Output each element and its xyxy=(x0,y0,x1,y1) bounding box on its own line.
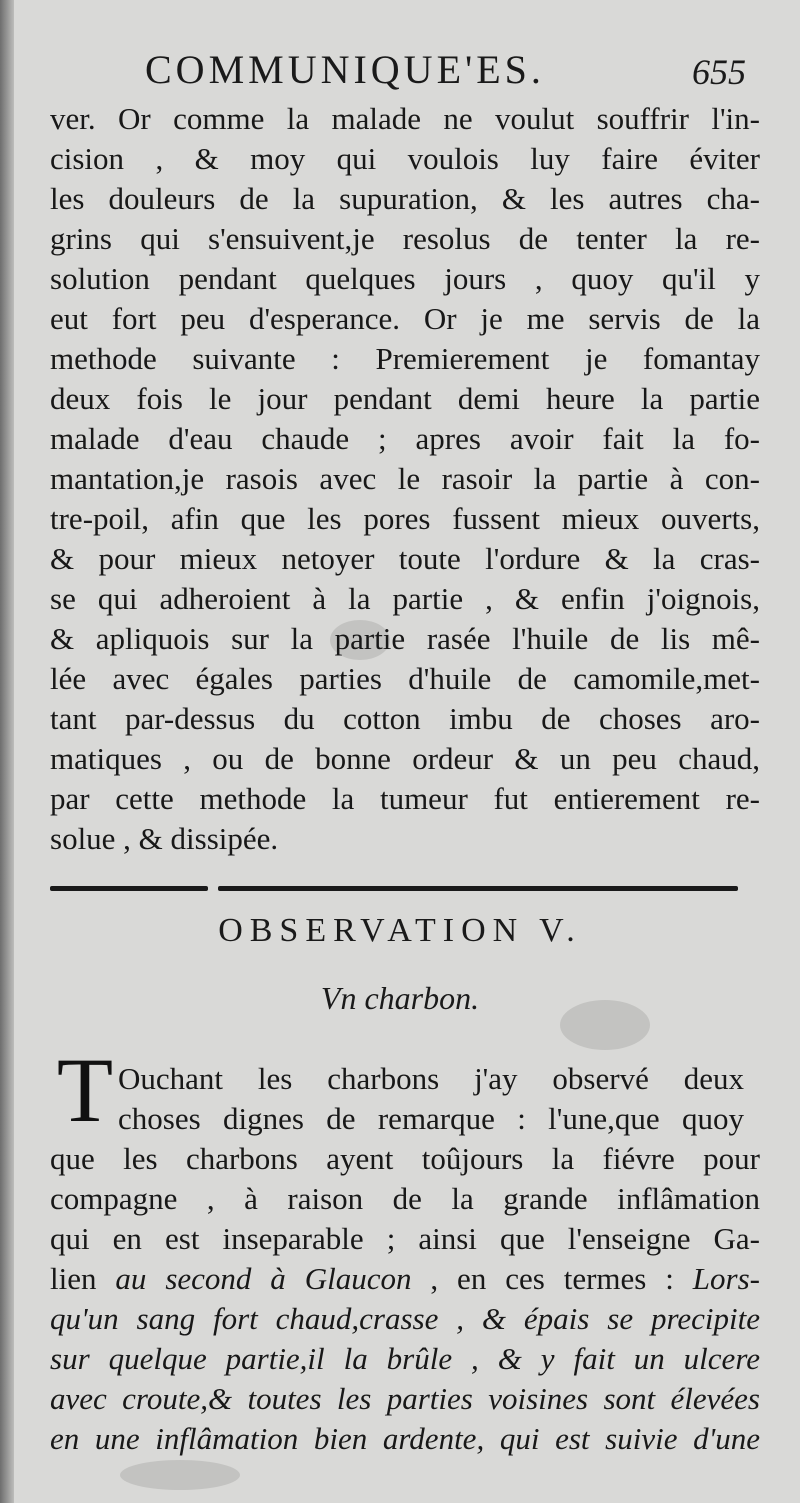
text-line: solution pendant quelques jours , quoy qu'il y xyxy=(50,261,760,296)
text-line: compagne , à raison de la grande inflâmation xyxy=(50,1181,760,1216)
text-line: grins qui s'ensuivent,je resolus de tenter la re- xyxy=(50,221,760,256)
running-head: COMMUNIQUE'ES. xyxy=(145,47,545,92)
quote-line: qu'un sang fort chaud,crasse , & épais se precipite xyxy=(50,1301,760,1336)
paper-stain xyxy=(120,1460,240,1490)
text-line: ver. Or comme la malade ne voulut souffrir l'in- xyxy=(50,101,760,136)
text-run: , en ces termes : xyxy=(411,1261,693,1296)
text-line: eut fort peu d'esperance. Or je me servis de la xyxy=(50,301,760,336)
quote-line: en une inflâmation bien ardente, qui est suivie d'une xyxy=(50,1421,760,1456)
section-rule-left xyxy=(50,886,208,891)
text-line: mantation,je rasois avec le rasoir la partie à con- xyxy=(50,461,760,496)
quote-line: avec croute,& toutes les parties voisines sont élevées xyxy=(50,1381,760,1416)
text-line-mixed xyxy=(50,1258,760,1299)
text-line: les douleurs de la supuration, & les autres cha- xyxy=(50,181,760,216)
text-line: qui en est inseparable ; ainsi que l'enseigne Ga- xyxy=(50,1221,760,1256)
text-run: lien xyxy=(50,1261,116,1296)
quote-line: sur quelque partie,il la brûle , & y fait un ulcere xyxy=(50,1341,760,1376)
text-line: & pour mieux netoyer toute l'ordure & la cras- xyxy=(50,541,760,576)
text-line: Ouchant les charbons j'ay observé deux xyxy=(118,1061,744,1096)
text-line: & apliquois sur la partie rasée l'huile de lis mê- xyxy=(50,621,760,656)
observation-heading: OBSERVATION V. xyxy=(218,912,582,949)
text-line: cision , & moy qui voulois luy faire éviter xyxy=(50,141,760,176)
citation-italic: au second à Glaucon xyxy=(115,1261,412,1296)
text-line: deux fois le jour pendant demi heure la partie xyxy=(50,381,760,416)
text-line: choses dignes de remarque : l'une,que quoy xyxy=(118,1101,744,1136)
page-gutter-shadow xyxy=(0,0,14,1503)
quote-italic: Lors- xyxy=(692,1261,760,1296)
text-line: par cette methode la tumeur fut entierement re- xyxy=(50,781,760,816)
observation-subtitle: Vn charbon. xyxy=(320,980,480,1016)
text-line: solue , & dissipée. xyxy=(50,821,279,856)
text-line: methode suivante : Premierement je fomantay xyxy=(50,341,760,376)
text-line: se qui adheroient à la partie , & enfin j'oignois, xyxy=(50,581,760,616)
paper-stain xyxy=(560,1000,650,1050)
text-line: malade d'eau chaude ; apres avoir fait la fo- xyxy=(50,421,760,456)
page-number: 655 xyxy=(692,52,746,92)
section-rule-right xyxy=(218,886,738,891)
drop-cap: T xyxy=(56,1039,114,1141)
text-line: tre-poil, afin que les pores fussent mieux ouverts, xyxy=(50,501,760,536)
text-line: tant par-dessus du cotton imbu de choses aro- xyxy=(50,701,760,736)
text-line: lée avec égales parties d'huile de camomile,met- xyxy=(50,661,760,696)
text-line: matiques , ou de bonne ordeur & un peu chaud, xyxy=(50,741,760,776)
text-line: que les charbons ayent toûjours la fiévre pour xyxy=(50,1141,760,1176)
